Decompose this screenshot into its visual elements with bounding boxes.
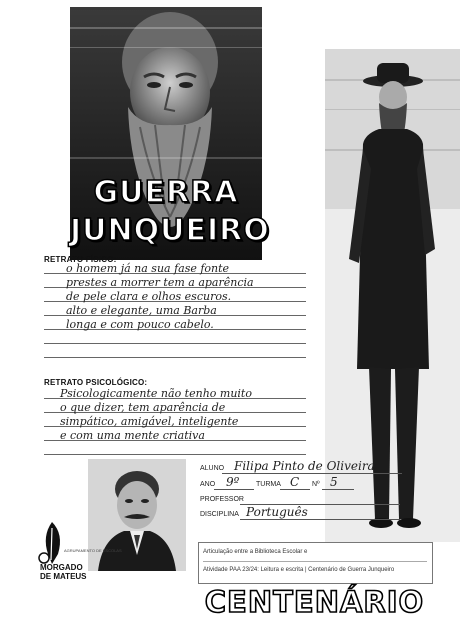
footer-line1: Articulação entre a Biblioteca Escolar e xyxy=(203,549,308,555)
school-name-line2: DE MATEUS xyxy=(40,572,87,581)
aluno-line xyxy=(222,473,402,474)
physical-text-line: prestes a morrer tem a aparência xyxy=(66,276,254,289)
numero-label: Nº xyxy=(312,481,320,488)
disciplina-line xyxy=(240,519,400,520)
physical-text-line: o homem já na sua fase fonte xyxy=(66,262,230,275)
ruled-line xyxy=(44,454,306,455)
physical-portrait-heading: RETRATO FÍSICO: xyxy=(44,255,117,264)
school-name xyxy=(40,563,87,581)
quill-pen-icon xyxy=(36,520,68,568)
numero-line xyxy=(322,489,354,490)
psych-text-line: simpático, amigável, inteligente xyxy=(60,415,239,428)
turma-value: C xyxy=(290,475,300,489)
disciplina-label: DISCIPLINA xyxy=(200,511,239,518)
aluno-value: Filipa Pinto de Oliveira xyxy=(234,459,375,473)
psychological-portrait-heading: RETRATO PSICOLÓGICO: xyxy=(44,378,148,387)
ruled-line xyxy=(44,357,306,358)
numero-value: 5 xyxy=(330,475,338,489)
school-logo xyxy=(36,520,68,568)
ano-line xyxy=(214,489,254,490)
aluno-label: ALUNO xyxy=(200,465,225,472)
activity-info-box xyxy=(198,542,433,584)
disciplina-value: Português xyxy=(246,505,308,519)
psych-text-line: o que dizer, tem aparência de xyxy=(60,401,226,414)
footer-line2: Atividade PAA 23/24: Leitura e escrita | Centenário de Guerra Junqueiro xyxy=(203,567,395,573)
ruled-line xyxy=(44,343,306,344)
school-name-line1: MORGADO xyxy=(40,563,83,572)
turma-label: TURMA xyxy=(256,481,281,488)
physical-text-line: de pele clara e olhos escuros. xyxy=(66,290,232,303)
psych-text-line: Psicologicamente não tenho muito xyxy=(60,387,252,400)
portrait-mustache-man xyxy=(88,459,186,571)
mustache-man-image xyxy=(88,459,186,571)
poster-title-line1: GUERRA xyxy=(93,175,239,210)
psych-text-line: e com uma mente criativa xyxy=(60,429,205,442)
poster-title xyxy=(70,174,270,250)
centenario-title: CENTENÁRIO xyxy=(204,585,425,619)
physical-text-line: longa e com pouco cabelo. xyxy=(66,318,214,331)
footer-divider xyxy=(203,561,427,562)
professor-label: PROFESSOR xyxy=(200,496,244,503)
physical-text-line: alto e elegante, uma Barba xyxy=(66,304,217,317)
ano-value: 9º xyxy=(226,475,240,489)
turma-line xyxy=(280,489,310,490)
ano-label: ANO xyxy=(200,481,216,488)
poster-title-line2: JUNQUEIRO xyxy=(70,213,270,248)
school-small-text: AGRUPAMENTO DE ESCOLAS xyxy=(64,548,122,553)
